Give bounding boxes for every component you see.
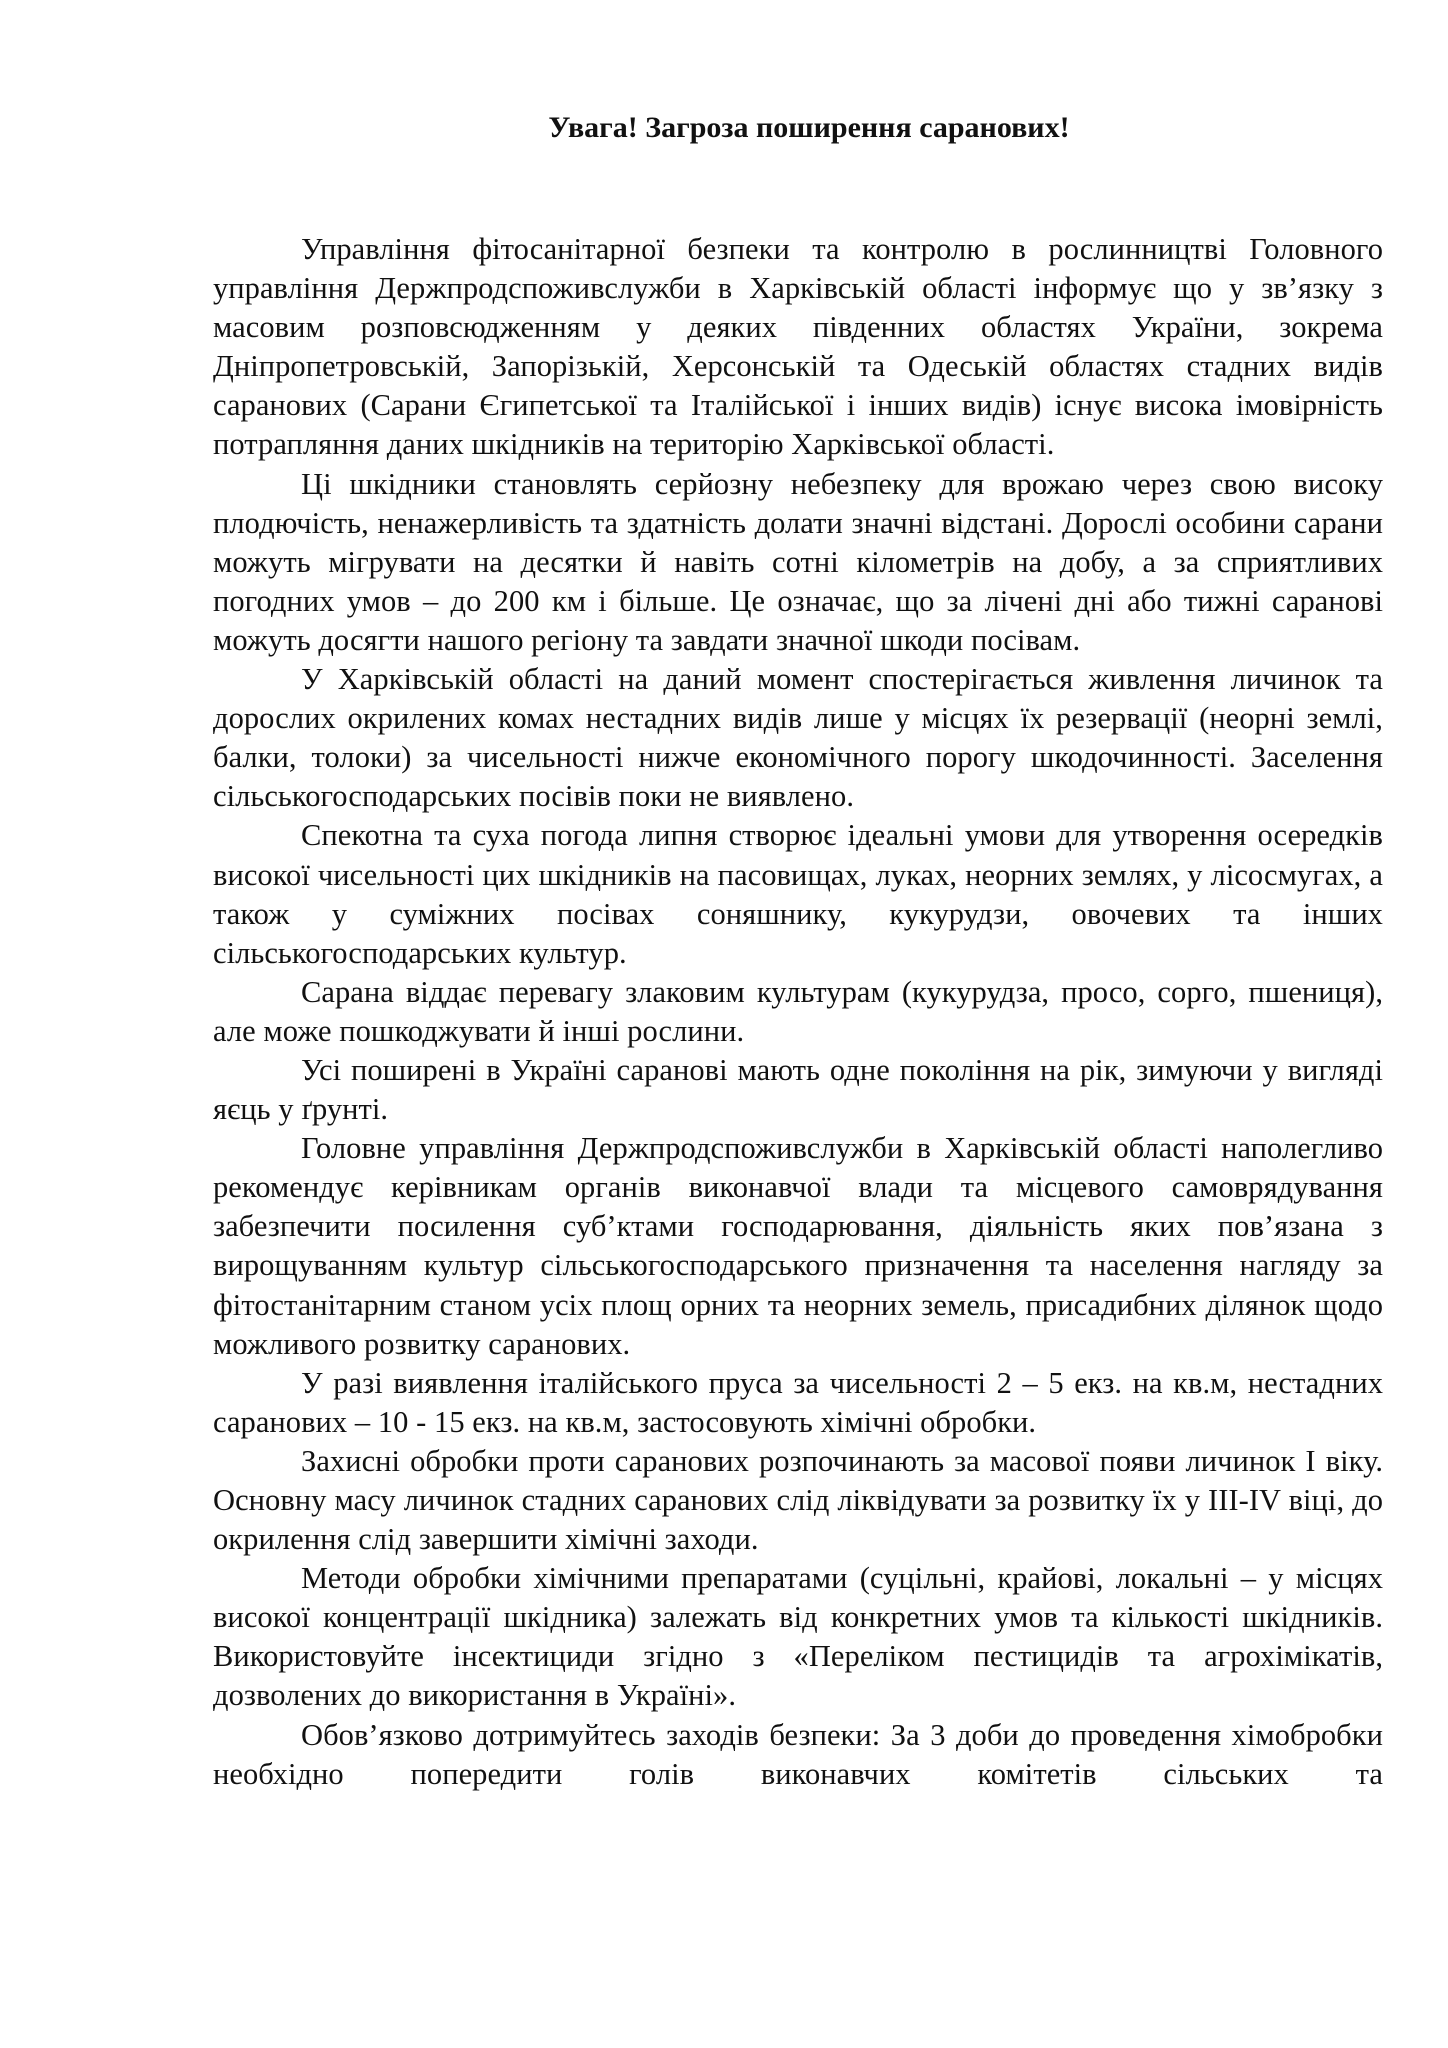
document-page [213,108,1383,1794]
paragraph-threat: Ці шкідники становлять серйозну небезпеку для врожаю через свою високу плодючість, ненажерливість та здатність долати значні відстані. Дорослі особини сарани можуть мігрувати на десятки й навіть сотні кілометрів на добу, а за сприятливих погодних умов – до 200 км і більше. Це означає, що за лічені дні або тижні саранові можуть досягти нашого регіону та завдати значної шкоди посівам. [213,466,1383,657]
paragraph-recommendations: Головне управління Держпродспоживслужби в Харківській області наполегливо рекомендує керівникам органів виконавчої влади та місцевого самоврядування забезпечити посилення суб’ктами господарювання, діяльність яких пов’язана з вирощуванням культур сільськогосподарського призначення та населення нагляду за фітостанітарним станом усіх площ орних та неорних земель, присадибних ділянок щодо можливого розвитку саранових. [213,1131,1383,1361]
paragraph-weather-conditions: Спекотна та суха погода липня створює ідеальні умови для утворення осередків високої чисельності цих шкідників на пасовищах, луках, неорних землях, у лісосмугах, а також у суміжних посівах соняшнику, кукурудзи, овочевих та інших сільськогосподарських культур. [213,818,1383,970]
paragraph-thresholds: У разі виявлення італійського пруса за чисельності 2 – 5 екз. на кв.м, нестадних саранових – 10 - 15 екз. на кв.м, застосовують хімічні обробки. [213,1365,1383,1439]
paragraph-intro: Управління фітосанітарної безпеки та контролю в рослинництві Головного управління Держпродспоживслужби в Харківській області інформує що у зв’язку з масовим розповсюдженням у деяких південних областях України, зокрема Дніпропетровській, Запорізькій, Херсонській та Одеській областях стадних видів саранових (Сарани Єгипетської та Італійської і інших видів) існує висока імовірність потрапляння даних шкідників на територію Харківської області. [213,232,1383,462]
paragraph-treatment-methods: Методи обробки хімічними препаратами (суцільні, крайові, локальні – у місцях високої концентрації шкідника) залежать від конкретних умов та кількості шкідників. Використовуйте інсектициди згідно з «Переліком пестицидів та агрохімікатів, дозволених до використання в Україні». [213,1561,1383,1713]
paragraph-generations: Усі поширені в Україні саранові мають одне покоління на рік, зимуючи у вигляді яєць у ґрунті. [213,1052,1383,1127]
paragraph-current-situation: У Харківській області на даний момент спостерігається живлення личинок та дорослих окрилених комах нестадних видів лише у місцях їх резервації (неорні землі, балки, толоки) за чисельності нижче економічного порогу шкодочинності. Заселення сільськогосподарських посівів поки не виявлено. [213,662,1383,814]
paragraph-safety-measures: Обов’язково дотримуйтесь заходів безпеки: За 3 доби до проведення хімобробки необхідно попередити голів виконавчих комітетів сільських та [213,1717,1383,1791]
paragraph-preferred-crops: Сарана віддає перевагу злаковим культурам (кукурудза, просо, сорго, пшениця), але може пошкоджувати й інші рослини. [213,974,1383,1048]
document-title: Увага! Загроза поширення саранових! [548,111,1070,144]
paragraph-protective-treatments: Захисні обробки проти саранових розпочинають за масової появи личинок I віку. Основну масу личинок стадних саранових слід ліквідувати за розвитку їх у III-IV віці, до окрилення слід завершити хімічні заходи. [213,1443,1383,1557]
